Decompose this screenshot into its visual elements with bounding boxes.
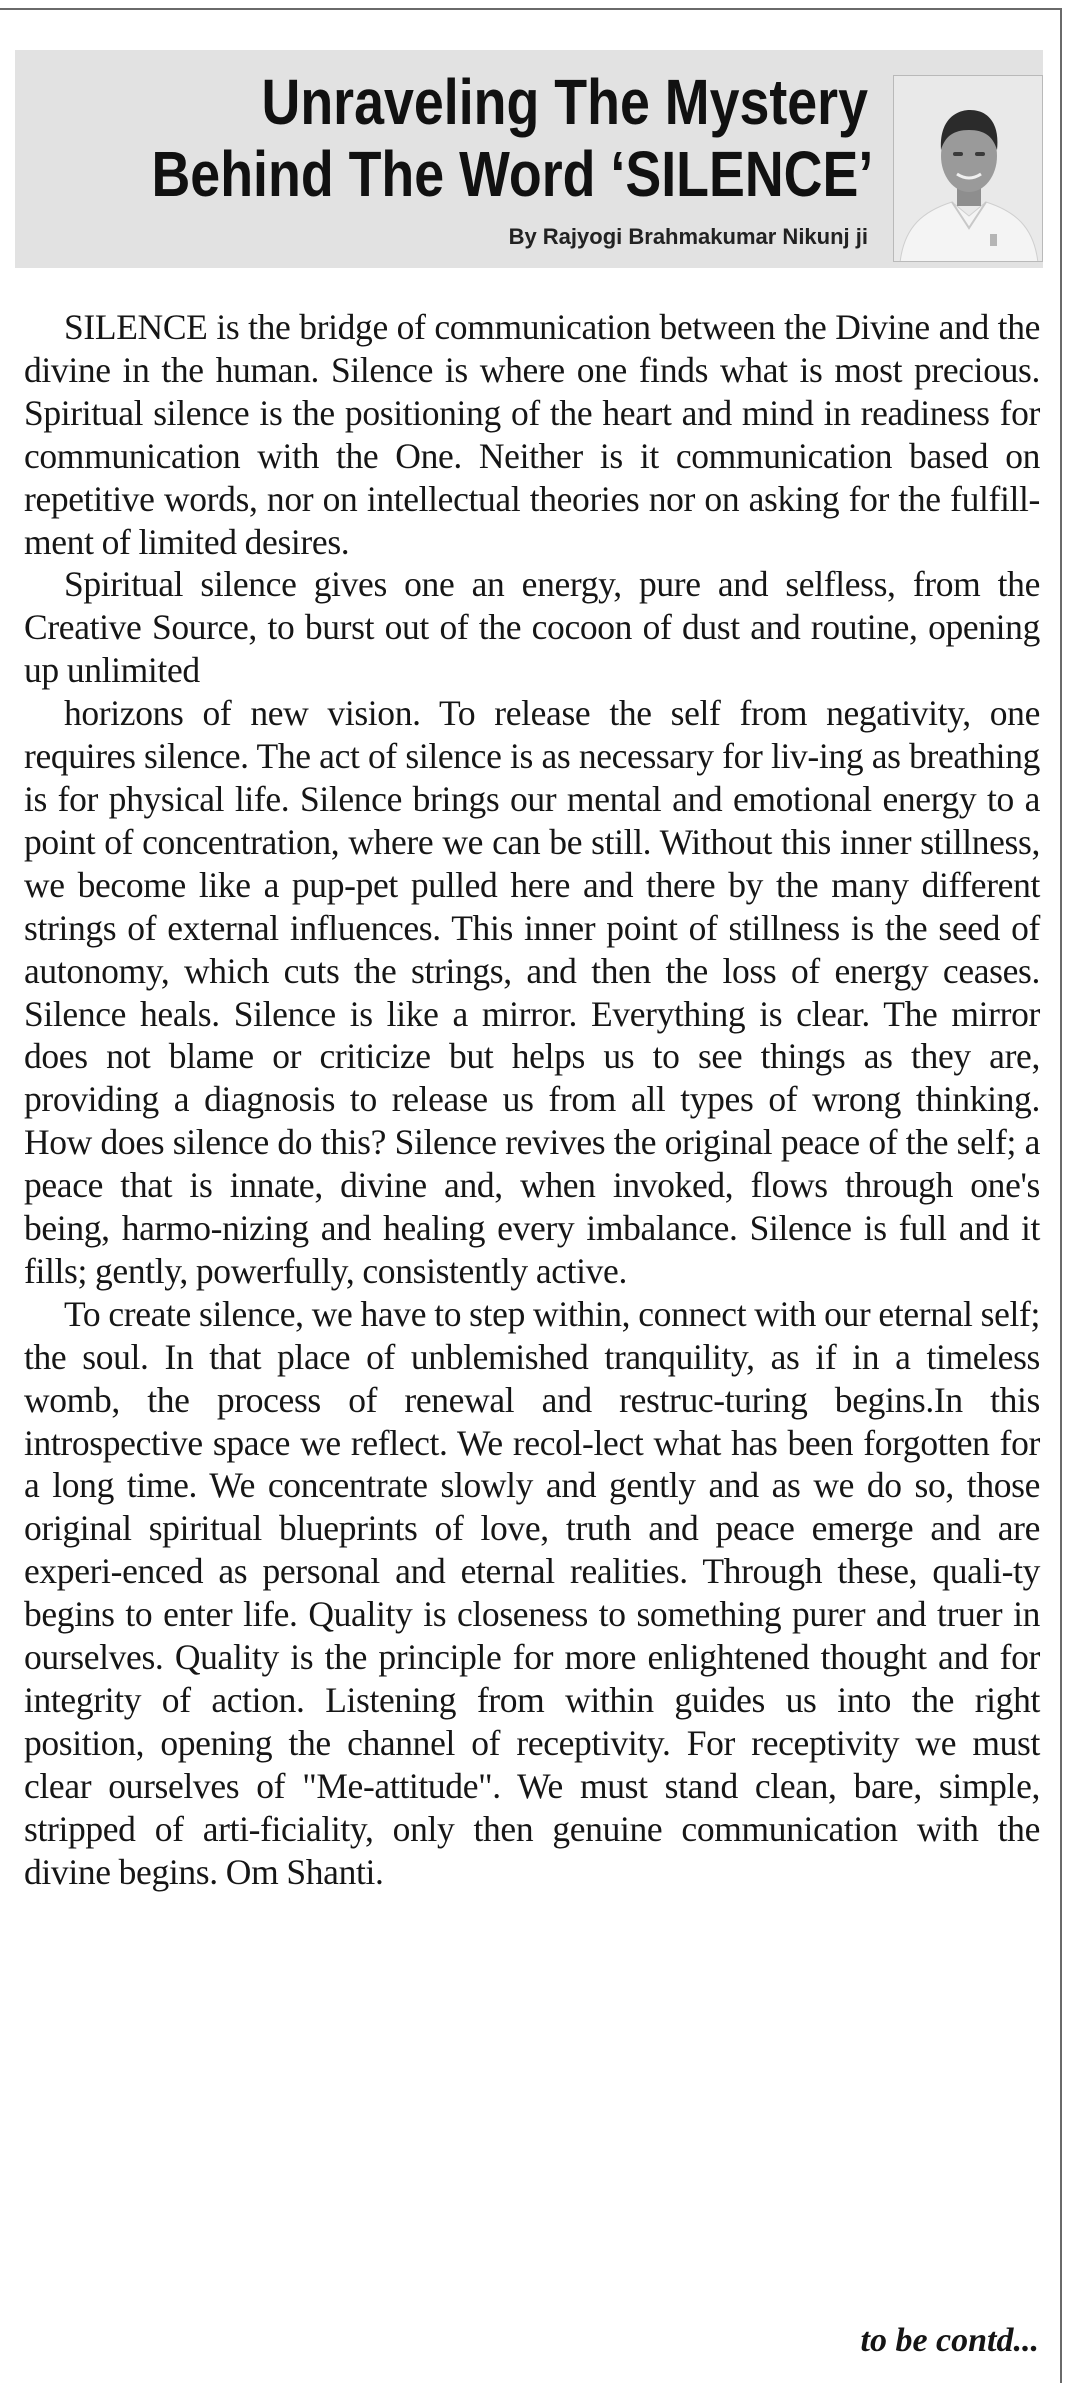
continuation-note: to be contd... [860,2322,1039,2359]
author-photo [893,75,1043,262]
author-byline: By Rajyogi Brahmakumar Nikunj ji [508,224,868,249]
article-body [24,306,1040,1894]
article-paragraph-3: horizons of new vision. To release the self from negativity, one requires silence. The act of silence is as necessary for liv-ing as breathing is for physical life. Silence brings our mental and emotional energy to a point of concentration, where we can be still. Without this inner stillness, we become like a pup-pet pulled here and there by the many different strings of external influences. This inner point of stillness is the seed of autonomy, which cuts the strings, and then the loss of energy ceases. Silence heals. Silence is like a mirror. Everything is clear. The mirror does not blame or criticize but helps us to see things as they are, providing a diagnosis to release us from all types of wrong thinking. How does silence do this? Silence revives the original peace of the self; a peace that is innate, divine and, when invoked, flows through one's being, harmo-nizing and healing every imbalance. Silence is full and it fills; gently, powerfully, consistently active. [24,693,1040,1291]
article-title [15,66,874,210]
title-line-1: Unraveling The Mystery [261,66,868,138]
title-line-2: Behind The Word ‘SILENCE’ [151,138,874,210]
article-header [15,50,1043,268]
portrait-eye-left [953,152,963,156]
portrait-eye-right [975,152,985,156]
article-paragraph-2: Spiritual silence gives one an energy, pure and selfless, from the Creative Source, to burst out of the cocoon of dust and routine, opening up unlimited [24,564,1040,691]
portrait-badge [990,234,997,246]
author-portrait-icon [894,76,1043,262]
article-paragraph-1: SILENCE is the bridge of communication between the Divine and the divine in the human. Silence is where one finds what is most precious. Spiritual silence is the positioning of the heart and mind in readiness for communication with the One. Neither is it communication based on repetitive words, nor on intellectual theories nor on asking for the fulfill-ment of limited desires. [24,307,1040,562]
article-paragraph-4: To create silence, we have to step within, connect with our eternal self; the soul. In that place of unblemished tranquility, as if in a timeless womb, the process of renewal and restruc-turing begins.In this introspective space we reflect. We recol-lect what has been forgotten for a long time. We concentrate slowly and gently and as we do so, those original spiritual blueprints of love, truth and peace emerge and are experi-enced as personal and eternal realities. Through these, quali-ty begins to enter life. Quality is closeness to something purer and truer in ourselves. Quality is the principle for more enlightened thought and for integrity of action. Listening from within guides us into the right position, opening the channel of receptivity. For receptivity we must clear ourselves of "Me-attitude". We must stand clean, bare, simple, stripped of arti-ficiality, only then genuine communication with the divine begins. Om Shanti. [24,1293,1040,1892]
